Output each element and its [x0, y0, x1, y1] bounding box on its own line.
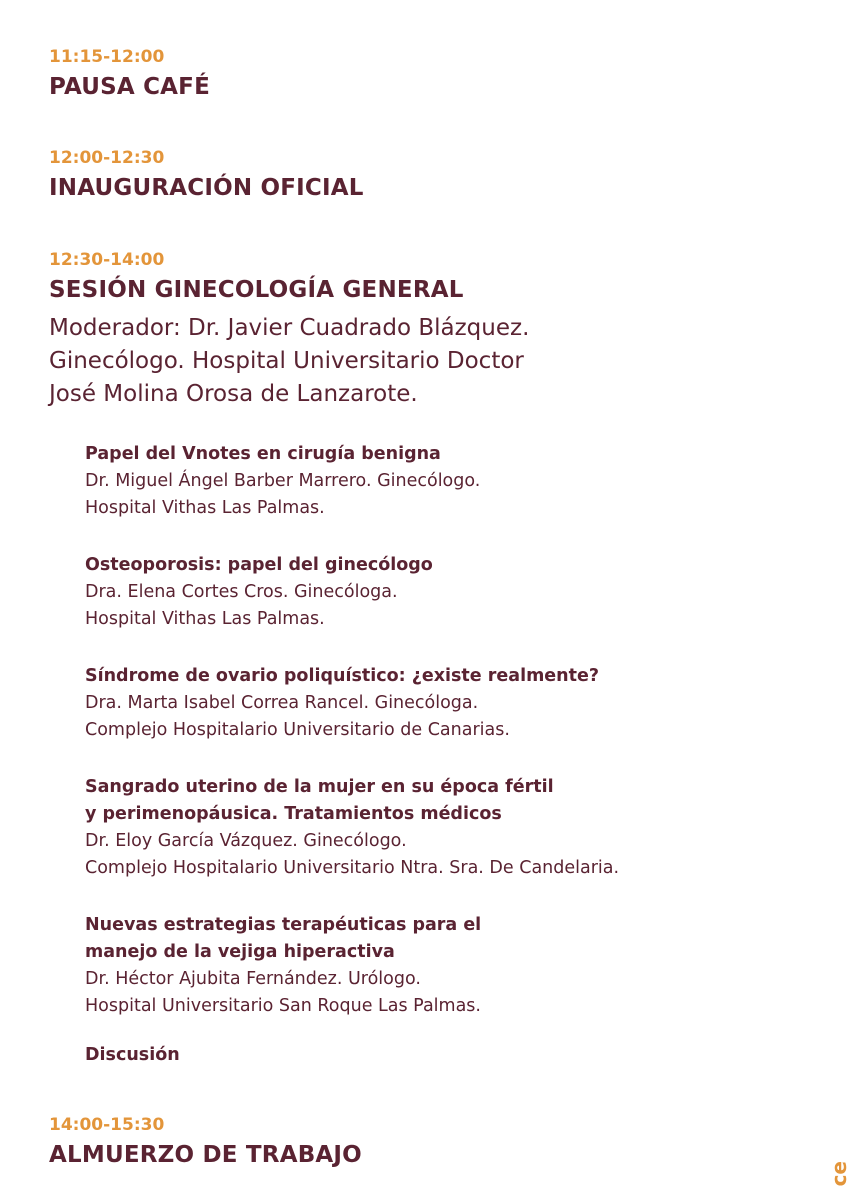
talk-speaker: Dra. Marta Isabel Correa Rancel. Ginecóloga.	[85, 693, 479, 713]
heading-almuerzo: ALMUERZO DE TRABAJO	[49, 1142, 362, 1168]
talk-item	[85, 552, 825, 633]
moderator-line: Ginecólogo. Hospital Universitario Doctor	[49, 348, 524, 374]
talk-title: manejo de la vejiga hiperactiva	[85, 942, 395, 962]
time-slot-almuerzo: 14:00-15:30	[49, 1115, 165, 1135]
talk-speaker: Dr. Eloy García Vázquez. Ginecólogo.	[85, 831, 407, 851]
talk-item	[85, 912, 825, 1020]
talk-title: Síndrome de ovario poliquístico: ¿existe realmente?	[85, 666, 600, 686]
heading-inauguracion: INAUGURACIÓN OFICIAL	[49, 175, 364, 201]
talk-hospital: Hospital Vithas Las Palmas.	[85, 498, 325, 518]
talk-hospital: Complejo Hospitalario Universitario de Canarias.	[85, 720, 510, 740]
talk-speaker: Dr. Miguel Ángel Barber Marrero. Ginecólogo.	[85, 471, 481, 491]
time-slot-inauguracion: 12:00-12:30	[49, 148, 165, 168]
moderator-block	[49, 312, 829, 411]
talk-hospital: Hospital Universitario San Roque Las Palmas.	[85, 996, 481, 1016]
talk-title: Osteoporosis: papel del ginecólogo	[85, 555, 433, 575]
talk-speaker: Dr. Héctor Ajubita Fernández. Urólogo.	[85, 969, 421, 989]
talk-item-discussion	[85, 1042, 825, 1069]
edge-text: ce	[827, 1160, 851, 1186]
time-slot-pausa: 11:15-12:00	[49, 47, 165, 67]
moderator-line: José Molina Orosa de Lanzarote.	[49, 381, 418, 407]
talk-hospital: Hospital Vithas Las Palmas.	[85, 609, 325, 629]
talk-title: Sangrado uterino de la mujer en su época fértil	[85, 777, 554, 797]
talk-hospital: Complejo Hospitalario Universitario Ntra. Sra. De Candelaria.	[85, 858, 620, 878]
talk-item	[85, 441, 825, 522]
discussion-title: Discusión	[85, 1045, 180, 1065]
heading-pausa-cafe: PAUSA CAFÉ	[49, 74, 210, 100]
talk-title: Nuevas estrategias terapéuticas para el	[85, 915, 482, 935]
heading-sesion-ginecologia: SESIÓN GINECOLOGÍA GENERAL	[49, 277, 464, 303]
talk-item	[85, 774, 825, 882]
talk-item	[85, 663, 825, 744]
talk-title: y perimenopáusica. Tratamientos médicos	[85, 804, 502, 824]
time-slot-sesion: 12:30-14:00	[49, 250, 165, 270]
moderator-line: Moderador: Dr. Javier Cuadrado Blázquez.	[49, 315, 530, 341]
talk-speaker: Dra. Elena Cortes Cros. Ginecóloga.	[85, 582, 398, 602]
talk-title: Papel del Vnotes en cirugía benigna	[85, 444, 441, 464]
